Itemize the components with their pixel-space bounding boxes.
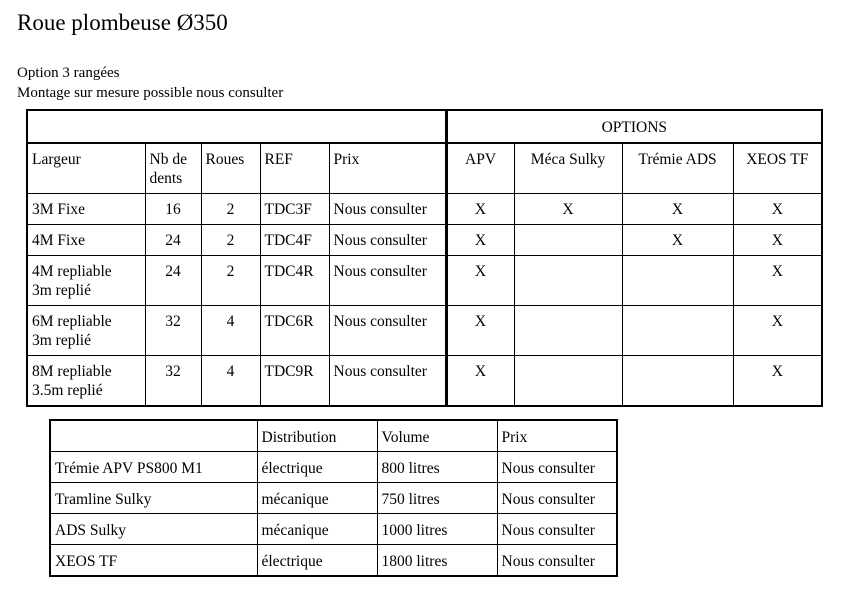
header-ref: REF <box>260 143 329 194</box>
cell-dents: 24 <box>145 256 201 306</box>
header-xeos-tf: XEOS TF <box>733 143 822 194</box>
cell-name: ADS Sulky <box>50 514 257 545</box>
cell-distribution: électrique <box>257 545 377 577</box>
header-meca-sulky: Méca Sulky <box>514 143 622 194</box>
cell-tremie: X <box>622 225 733 256</box>
cell-tremie <box>622 256 733 306</box>
cell-apv: X <box>446 356 514 407</box>
cell-distribution: mécanique <box>257 483 377 514</box>
cell-xeos: X <box>733 194 822 225</box>
cell-meca <box>514 256 622 306</box>
main-table-header-row <box>27 143 822 194</box>
hopper-table <box>49 419 618 577</box>
cell-ref: TDC9R <box>260 356 329 407</box>
cell-roues: 2 <box>201 225 260 256</box>
table-row <box>50 452 617 483</box>
page-title: Roue plombeuse Ø350 <box>17 10 228 35</box>
cell-apv: X <box>446 225 514 256</box>
table-row <box>50 514 617 545</box>
cell-roues: 4 <box>201 306 260 356</box>
cell-prix: Nous consulter <box>329 306 446 356</box>
cell-dents: 24 <box>145 225 201 256</box>
cell-distribution: électrique <box>257 452 377 483</box>
cell-name: XEOS TF <box>50 545 257 577</box>
main-product-table <box>26 109 823 407</box>
table-row <box>50 483 617 514</box>
cell-tremie: X <box>622 194 733 225</box>
header-largeur: Largeur <box>27 143 145 194</box>
cell-xeos: X <box>733 356 822 407</box>
cell-volume: 1000 litres <box>377 514 497 545</box>
cell-xeos: X <box>733 306 822 356</box>
cell-ref: TDC4F <box>260 225 329 256</box>
cell-distribution: mécanique <box>257 514 377 545</box>
cell-prix: Nous consulter <box>329 356 446 407</box>
cell-xeos: X <box>733 256 822 306</box>
header-prix: Prix <box>497 420 617 452</box>
cell-ref: TDC4R <box>260 256 329 306</box>
cell-apv: X <box>446 194 514 225</box>
cell-dents: 32 <box>145 306 201 356</box>
header-volume: Volume <box>377 420 497 452</box>
cell-prix: Nous consulter <box>497 545 617 577</box>
cell-volume: 800 litres <box>377 452 497 483</box>
header-empty <box>50 420 257 452</box>
cell-prix: Nous consulter <box>329 256 446 306</box>
cell-dents: 32 <box>145 356 201 407</box>
cell-roues: 2 <box>201 194 260 225</box>
cell-xeos: X <box>733 225 822 256</box>
cell-dents: 16 <box>145 194 201 225</box>
header-roues: Roues <box>201 143 260 194</box>
cell-largeur: 6M repliable 3m replié <box>27 306 145 356</box>
subtitle-montage: Montage sur mesure possible nous consulter <box>17 85 284 101</box>
cell-prix: Nous consulter <box>497 452 617 483</box>
cell-volume: 750 litres <box>377 483 497 514</box>
header-tremie-ads: Trémie ADS <box>622 143 733 194</box>
cell-meca <box>514 306 622 356</box>
table-row <box>27 356 822 407</box>
cell-ref: TDC3F <box>260 194 329 225</box>
table-row <box>27 194 822 225</box>
header-apv: APV <box>446 143 514 194</box>
header-distribution: Distribution <box>257 420 377 452</box>
table-row <box>27 256 822 306</box>
blank-header-cell <box>27 110 446 143</box>
table-row <box>50 545 617 577</box>
cell-tremie <box>622 306 733 356</box>
cell-name: Tramline Sulky <box>50 483 257 514</box>
cell-tremie <box>622 356 733 407</box>
header-nb-dents: Nb de dents <box>145 143 201 194</box>
options-header: OPTIONS <box>446 110 822 143</box>
cell-meca <box>514 356 622 407</box>
cell-apv: X <box>446 306 514 356</box>
cell-volume: 1800 litres <box>377 545 497 577</box>
cell-largeur: 8M repliable 3.5m replié <box>27 356 145 407</box>
cell-prix: Nous consulter <box>329 225 446 256</box>
table-row <box>27 225 822 256</box>
subtitle-option: Option 3 rangées <box>17 65 120 81</box>
cell-meca <box>514 225 622 256</box>
cell-prix: Nous consulter <box>497 483 617 514</box>
cell-roues: 2 <box>201 256 260 306</box>
cell-name: Trémie APV PS800 M1 <box>50 452 257 483</box>
cell-largeur: 4M repliable 3m replié <box>27 256 145 306</box>
cell-prix: Nous consulter <box>497 514 617 545</box>
cell-roues: 4 <box>201 356 260 407</box>
cell-largeur: 4M Fixe <box>27 225 145 256</box>
cell-apv: X <box>446 256 514 306</box>
cell-meca: X <box>514 194 622 225</box>
cell-prix: Nous consulter <box>329 194 446 225</box>
cell-ref: TDC6R <box>260 306 329 356</box>
table-row <box>27 306 822 356</box>
header-prix: Prix <box>329 143 446 194</box>
cell-largeur: 3M Fixe <box>27 194 145 225</box>
hopper-table-header-row <box>50 420 617 452</box>
